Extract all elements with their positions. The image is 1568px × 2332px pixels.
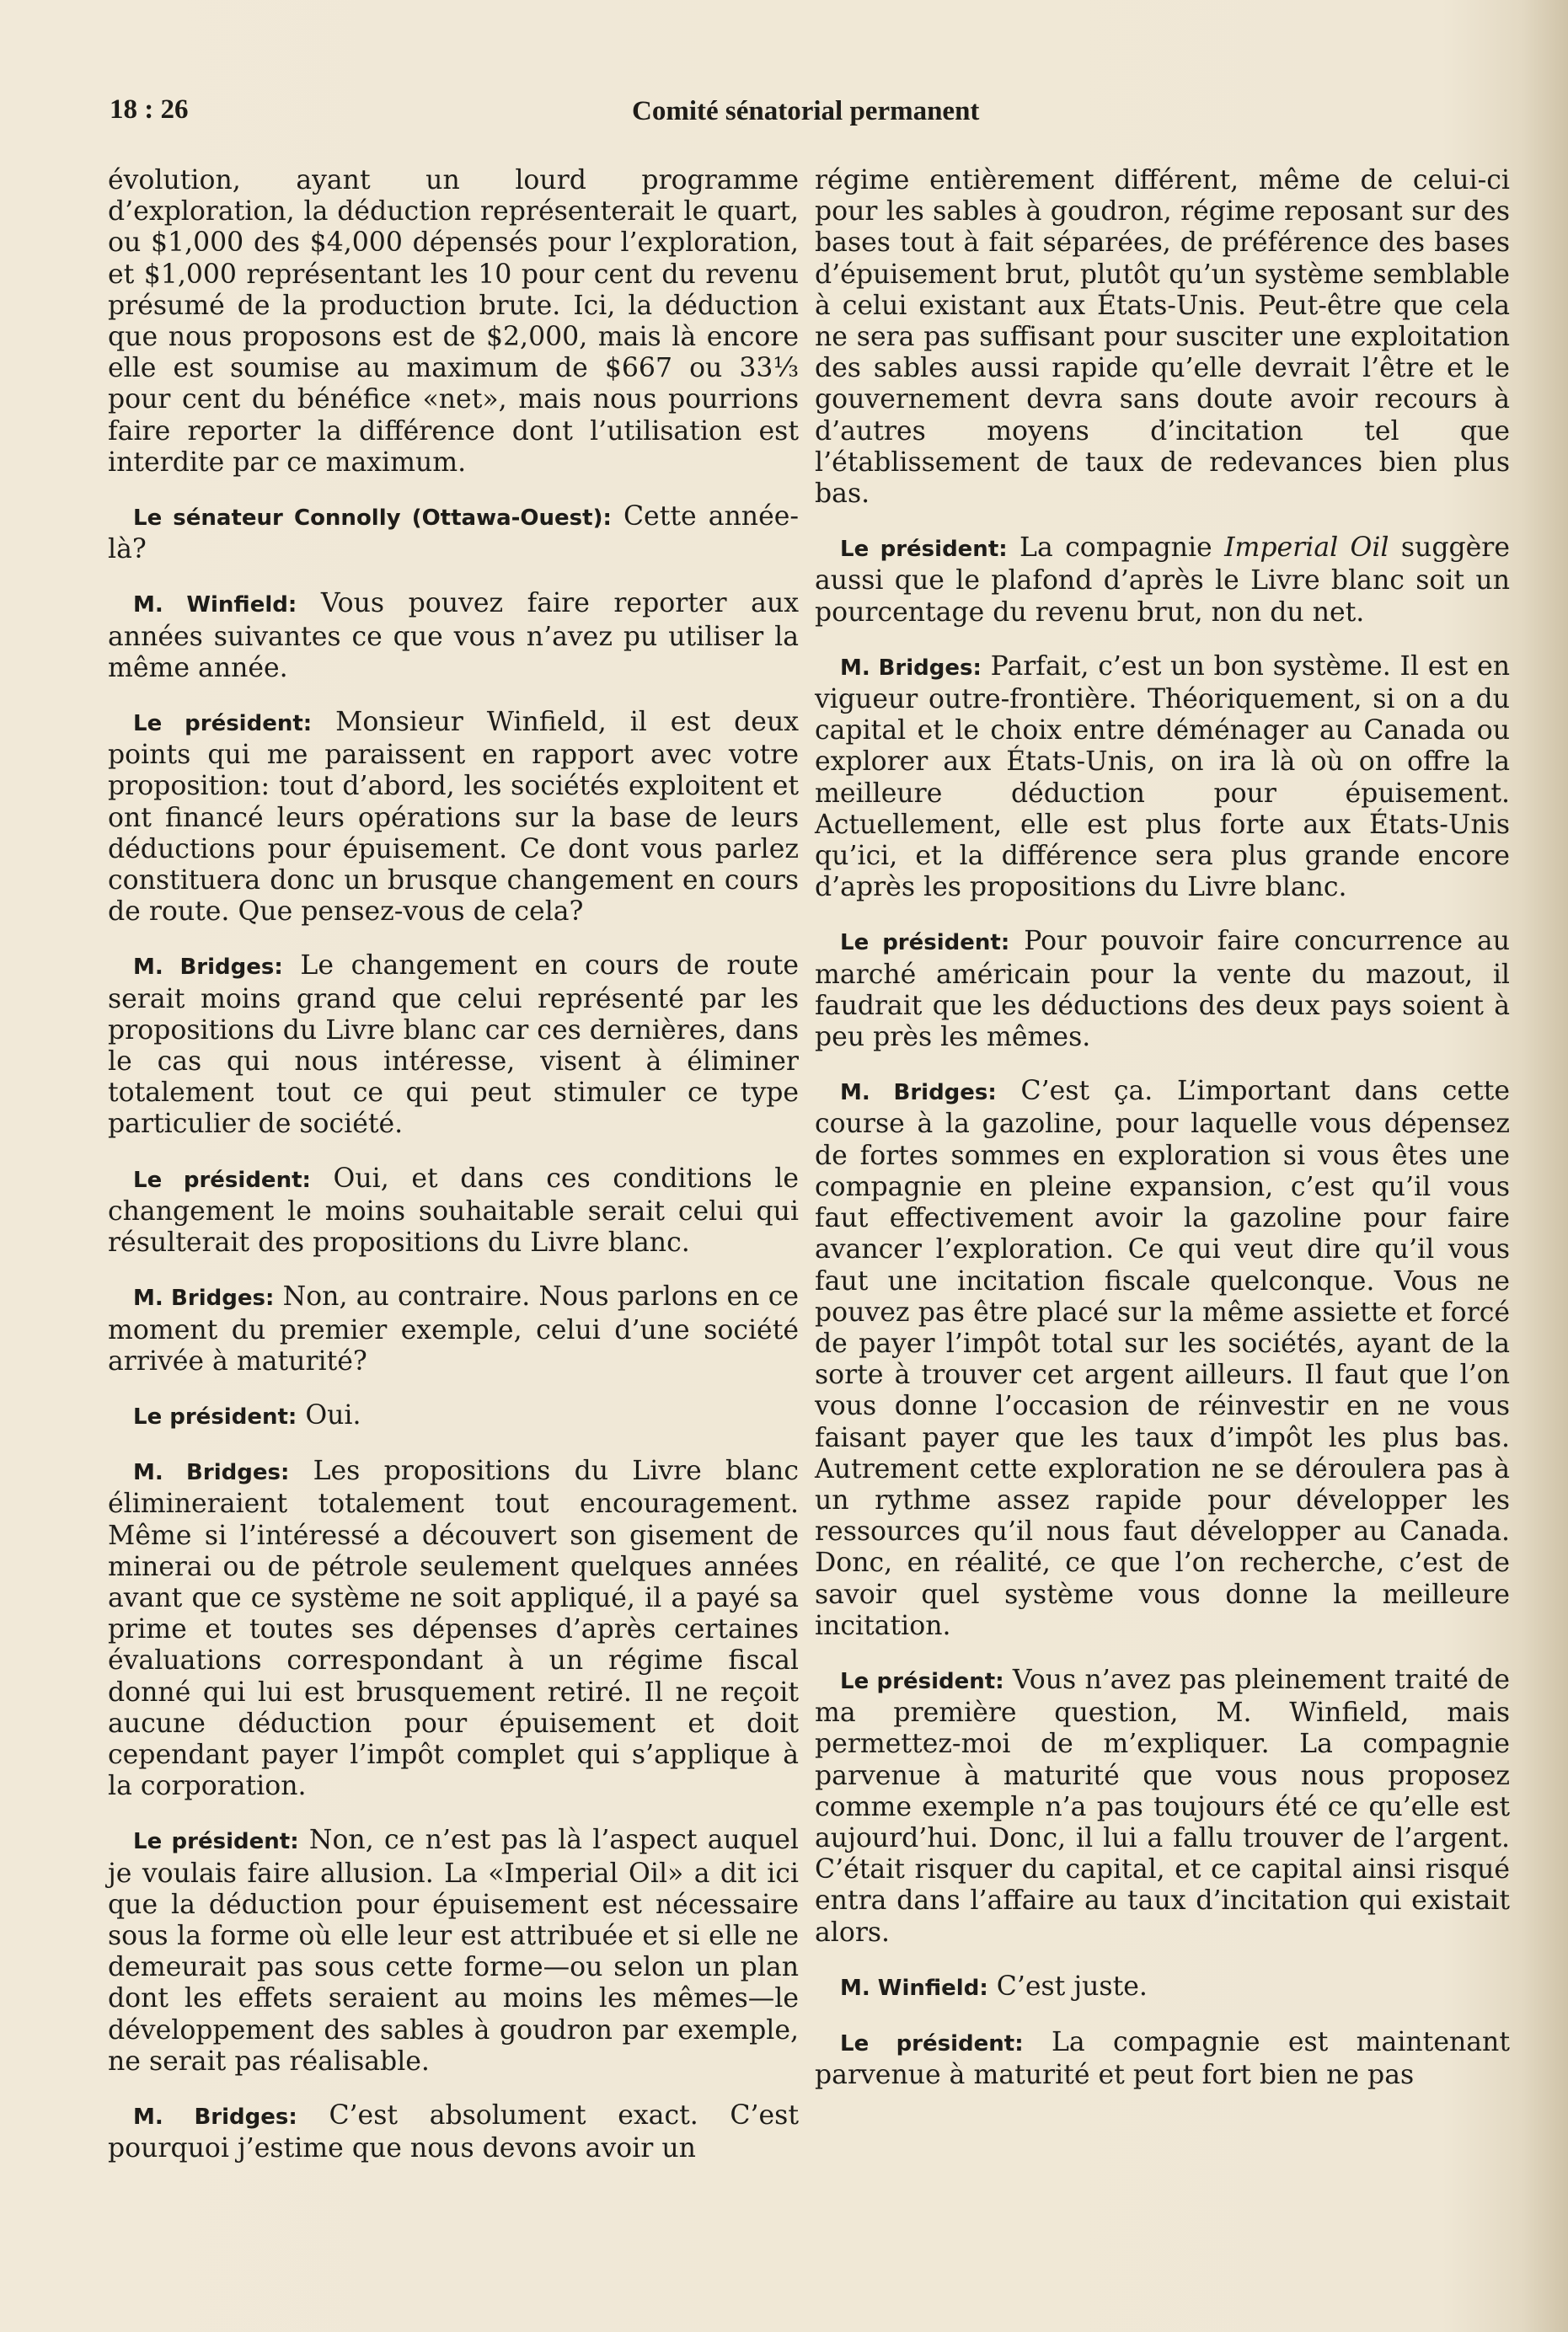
paragraph	[815, 926, 1510, 1053]
speech-text: Les propositions du Livre blanc élimineraient totalement tout encouragement. Même si l’intéressé a découvert son gisement de minerai ou de pétrole seulement quelques années avant que ce système ne soit appliqué, il a payé sa prime et toutes ses dépenses d’après certaines évaluations correspondant à un régime fiscal donné qui lui est brusquement retiré. Il ne reçoit aucune déduction pour épuisement et doit cependant payer l’impôt complet qui s’applique à la corporation.	[108, 1456, 799, 1802]
paragraph	[815, 532, 1510, 628]
paragraph	[108, 501, 799, 565]
paragraph	[108, 2100, 799, 2164]
paragraph	[815, 165, 1510, 510]
speech-text: Non, au contraire. Nous parlons en ce moment du premier exemple, celui d’une société arrivée à maturité?	[108, 1281, 799, 1377]
speech-text: Non, ce n’est pas là l’aspect auquel je voulais faire allusion. La «Imperial Oil» a dit ici que la déduction pour épuisement est nécessaire sous la forme où elle leur est attribuée et si elle ne demeurait pas sous cette forme—ou selon un plan dont les effets seraient au moins les mêmes—le développement des sables à goudron par exemple, ne serait pas réalisable.	[108, 1825, 799, 2077]
speech-text: régime entièrement différent, même de celui-ci pour les sables à goudron, régime reposant sur des bases tout à fait séparées, de préférence des bases d’épuisement brut, plutôt qu’un système semblable à celui existant aux États-Unis. Peut-être que cela ne sera pas suffisant pour susciter une exploitation des sables aussi rapide qu’elle devrait l’être et le gouvernement devra sans doute avoir recours à d’autres moyens d’incitation tel que l’établissement de taux de redevances bien plus bas.	[815, 165, 1510, 510]
speech-text: La compagnie est maintenant parvenue à maturité et peut fort bien ne pas	[815, 2026, 1510, 2091]
speaker-name: M. Bridges:	[840, 655, 982, 681]
speech-text: suggère aussi que le plafond d’après le Livre blanc soit un pourcentage du revenu brut, non du net.	[815, 532, 1511, 628]
speaker-name: Le président:	[133, 1404, 297, 1430]
speaker-name: Le président:	[133, 1829, 299, 1855]
speaker-name: Le président:	[840, 1668, 1004, 1694]
speaker-name: M. Bridges:	[840, 1080, 997, 1106]
paragraph	[815, 1076, 1510, 1642]
speaker-name: M. Bridges:	[133, 1460, 290, 1486]
speaker-name: Le sénateur Connolly (Ottawa-Ouest):	[133, 505, 612, 532]
paragraph	[108, 707, 799, 928]
speaker-name: Le président:	[840, 930, 1010, 956]
paragraph	[108, 1400, 799, 1433]
speech-text: Vous n’avez pas pleinement traité de ma première question, M. Winfield, mais permettez-moi de m’expliquer. La compagnie parvenue à maturité que vous nous proposez comme exemple n’a pas toujours été ce qu’elle est aujourd’hui. Donc, il lui a fallu trouver de l’argent. C’était risquer du capital, et ce capital ainsi risqué entra dans l’affaire au taux d’incitation qui existait alors.	[815, 1664, 1510, 1948]
speech-text: La compagnie	[1019, 532, 1225, 564]
speaker-name: M. Winfield:	[133, 592, 297, 618]
speech-text: évolution, ayant un lourd programme d’exploration, la déduction représenterait le quart, ou $1,000 des $4,000 dépensés pour l’exploration, et $1,000 représentant les 10 pour cent du revenu présumé de la production brute. Ici, la déduction que nous proposons est de $2,000, mais là encore elle est soumise au maximum de $667 ou 33⅓ pour cent du bénéfice «net», mais nous pourrions faire reporter la différence dont l’utilisation est interdite par ce maximum.	[108, 165, 799, 478]
speech-text: Le changement en cours de route serait moins grand que celui représenté par les propositions du Livre blanc car ces dernières, dans le cas qui nous intéresse, visent à éliminer totalement tout ce qui peut stimuler ce type particulier de société.	[108, 950, 799, 1140]
speech-text: Pour pouvoir faire concurrence au marché américain pour la vente du mazout, il faudrait que les déductions des deux pays soient à peu près les mêmes.	[815, 926, 1510, 1053]
paragraph	[108, 165, 799, 479]
left-column	[108, 165, 799, 2187]
speaker-name: Le président:	[133, 1167, 311, 1193]
paragraph	[815, 651, 1510, 904]
speaker-name: M. Bridges:	[133, 2104, 297, 2130]
speaker-name: M. Bridges:	[133, 1286, 275, 1312]
paragraph	[108, 1456, 799, 1802]
paragraph	[108, 1281, 799, 1377]
paragraph	[108, 1825, 799, 2078]
speech-text: C’est juste.	[996, 1971, 1148, 2002]
right-column	[815, 165, 1510, 2114]
page-number: 18 : 26	[110, 94, 189, 125]
paragraph	[815, 2027, 1510, 2091]
speech-text: Oui.	[305, 1399, 361, 1431]
speaker-name: Le président:	[840, 537, 1008, 563]
speech-text: Parfait, c’est un bon système. Il est en vigueur outre-frontière. Théoriquement, si on a du capital et le choix entre déménager au Canada ou explorer aux États-Unis, on ira là où on offre la meilleure déduction pour épuisement. Actuellement, elle est plus forte aux États-Unis qu’ici, et la différence sera plus grande encore d’après les propositions du Livre blanc.	[815, 650, 1510, 903]
speaker-name: M. Winfield:	[840, 1975, 988, 2001]
paragraph	[815, 1665, 1510, 1949]
paragraph	[815, 1971, 1510, 2004]
paragraph	[108, 1163, 799, 1260]
page-header	[110, 94, 1542, 145]
paragraph	[108, 588, 799, 684]
speech-text: C’est absolument exact. C’est pourquoi j’estime que nous devons avoir un	[108, 2099, 800, 2164]
speech-text: Oui, et dans ces conditions le changement le moins souhaitable serait celui qui résulterait des propositions du Livre blanc.	[108, 1163, 799, 1259]
speaker-name: Le président:	[840, 2030, 1024, 2057]
running-title: Comité sénatorial permanent	[632, 96, 980, 126]
speech-text: Cette année-là?	[108, 501, 800, 565]
speech-text: Vous pouvez faire reporter aux années suivantes ce que vous n’avez pu utiliser la même année.	[108, 588, 799, 683]
speaker-name: Le président:	[133, 711, 313, 737]
paragraph	[108, 950, 799, 1140]
speaker-name: M. Bridges:	[133, 955, 283, 981]
italic-text: Imperial Oil	[1224, 532, 1389, 564]
speech-text: Monsieur Winfield, il est deux points qui me paraissent en rapport avec votre proposition: tout d’abord, les sociétés exploitent et ont financé leurs opérations sur la base de leurs déductions pour épuisement. Ce dont vous parlez constituera donc un brusque changement en cours de route. Que pensez-vous de cela?	[108, 707, 799, 928]
speech-text: C’est ça. L’important dans cette course à la gazoline, pour laquelle vous dépensez de fortes sommes en exploration si vous êtes une compagnie en pleine expansion, c’est qu’il vous faut effectivement avoir la gazoline pour faire avancer l’exploration. Ce qui veut dire qu’il vous faut une incitation fiscale quelconque. Vous ne pouvez pas être placé sur la même assiette et forcé de payer l’impôt total sur les sociétés, ayant de la sorte à trouver cet argent ailleurs. Il faut que l’on vous donne l’occasion de réinvestir en ne vous faisant payer que les taux d’impôt les plus bas. Autrement cette exploration ne se déroulera pas à un rythme assez rapide pour développer les ressources qu’il nous faut développer au Canada. Donc, en réalité, ce que l’on recherche, c’est de savoir quel système vous donne la meilleure incitation.	[815, 1076, 1510, 1641]
